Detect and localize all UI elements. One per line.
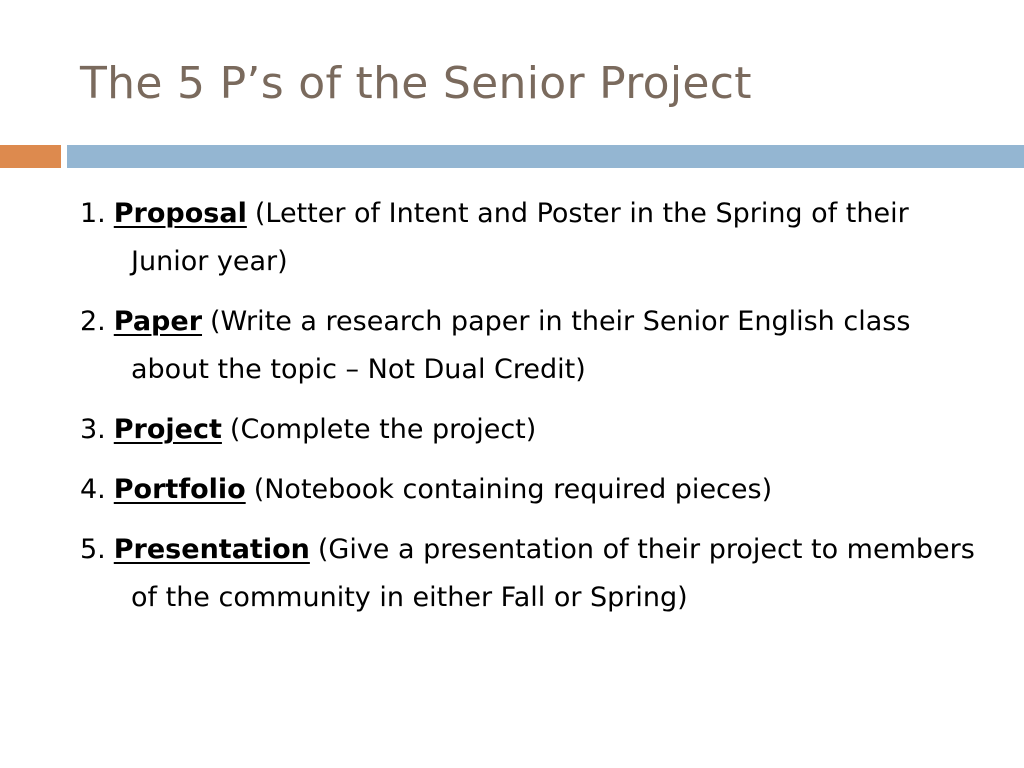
slide-title: The 5 P’s of the Senior Project xyxy=(80,58,752,109)
item-number: 4. xyxy=(80,474,106,505)
item-description: (Give a presentation of their project to members of the community in either Fall or Spring) xyxy=(131,534,975,613)
list-item xyxy=(80,526,980,622)
list-item xyxy=(80,466,980,514)
list-item xyxy=(80,298,980,394)
item-number: 1. xyxy=(80,198,106,229)
item-keyword: Paper xyxy=(113,306,203,337)
item-keyword: Project xyxy=(113,414,222,445)
list-item xyxy=(80,190,980,286)
item-keyword: Presentation xyxy=(113,534,310,565)
item-number: 5. xyxy=(80,534,106,565)
item-description: (Letter of Intent and Poster in the Spring of their Junior year) xyxy=(131,198,909,277)
item-number: 2. xyxy=(80,306,106,337)
item-keyword: Portfolio xyxy=(113,474,246,505)
item-number: 3. xyxy=(80,414,106,445)
p-list xyxy=(80,190,980,634)
accent-bar-left xyxy=(0,145,61,168)
item-description: (Write a research paper in their Senior English class about the topic – Not Dual Credit) xyxy=(131,306,911,385)
item-keyword: Proposal xyxy=(113,198,247,229)
item-description: (Notebook containing required pieces) xyxy=(253,474,773,505)
accent-bar-right xyxy=(67,145,1024,168)
list-item xyxy=(80,406,980,454)
item-description: (Complete the project) xyxy=(229,414,537,445)
